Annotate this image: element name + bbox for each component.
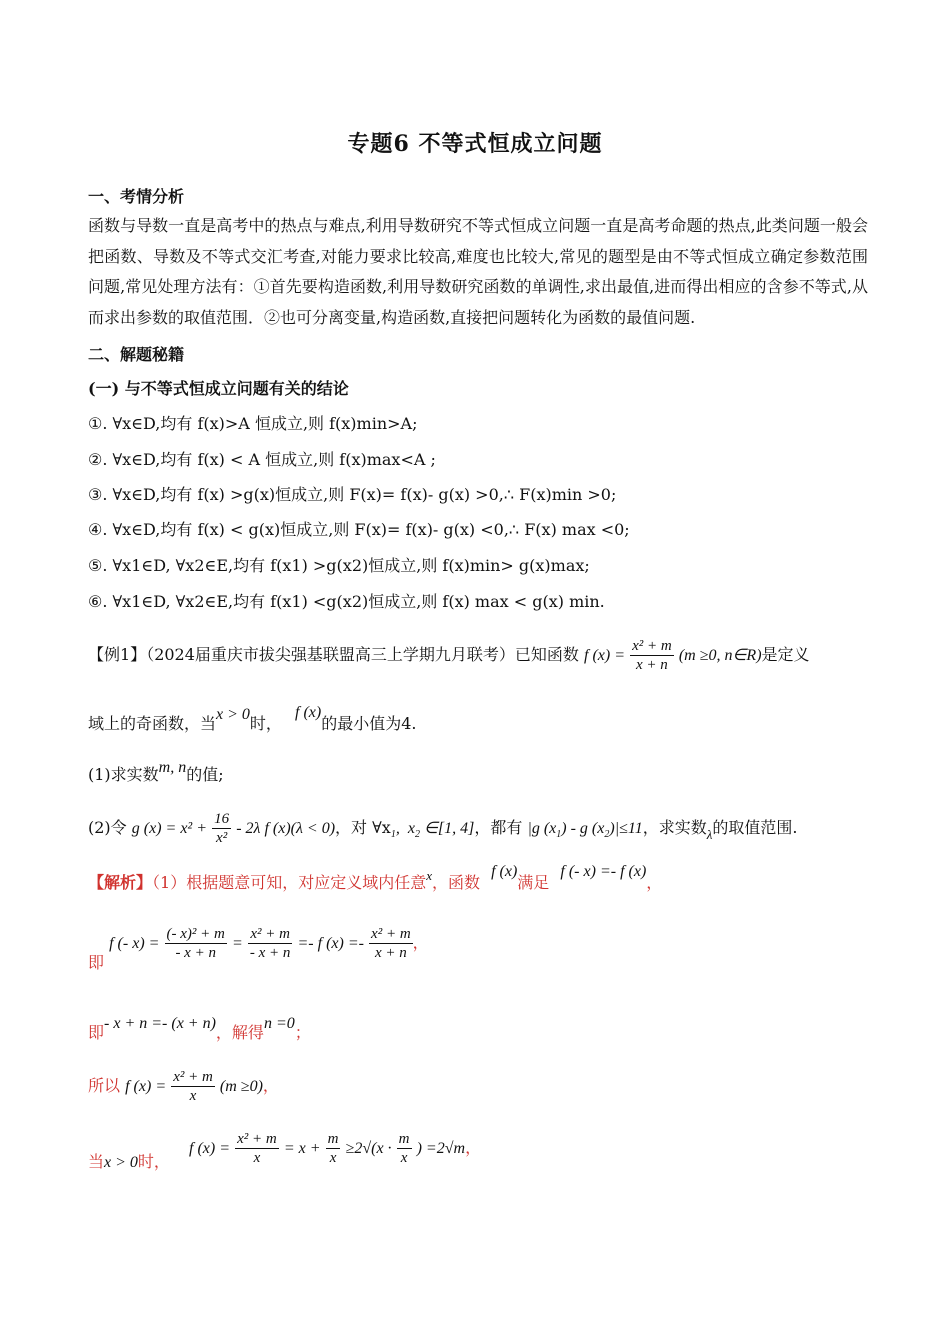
- math-fx-eq: f (x) =: [125, 1078, 167, 1095]
- math-n-zero: n =0: [263, 1015, 295, 1032]
- math-fx: f (x): [295, 704, 322, 721]
- math-fx-eq: f (x) =: [189, 1140, 231, 1157]
- solution-text: ；: [294, 1023, 311, 1042]
- conclusion-item-5: ⑤. ∀x1∈D, ∀x2∈E,均有 f(x1) >g(x2)恒成立,则 f(x)min> g(x)max;: [88, 556, 590, 575]
- example-source: （2024届重庆市拔尖强基联盟高三上学期九月联考）已知函数: [146, 645, 579, 664]
- example-condition: (m ≥0, n∈R): [678, 647, 762, 664]
- math-odd-function: f (- x) =- f (x): [560, 863, 647, 880]
- analysis-paragraph: 函数与导数一直是高考中的热点与难点,利用导数研究不等式恒成立问题一直是高考命题的热点,此类问题一般会把函数、导数及不等式交汇考查,对能力要求比较高,难度也比较大,常见的题型是由不等式恒成立确定参数范围问题,常见处理方法有：①首先要构造函数,利用导数研究函数的单调性,求出最值,进而得出相应的含参不等式,从而求出参数的取值范围．②也可分离变量,构造函数,直接把问题转化为函数的最值问题.: [88, 216, 868, 327]
- fraction-m-over-x: $\frac{m}{x}$: [327, 1131, 339, 1166]
- fraction-negx2m: $\frac{\text{(- x)² + m}}{- x + n}$: [166, 926, 225, 961]
- conclusion-item-6: ⑥. ∀x1∈D, ∀x2∈E,均有 f(x1) <g(x2)恒成立,则 f(x) max < g(x) min.: [88, 592, 605, 611]
- question-text: ，求实数: [642, 818, 707, 837]
- conclusion-item-3: ③. ∀x∈D,均有 f(x) >g(x)恒成立,则 F(x)= f(x)- g(x) >0,∴ F(x)min >0;: [88, 485, 617, 504]
- page-title: 专题6 不等式恒成立问题: [347, 131, 603, 157]
- function-g-tail: - 2λ f (x)(λ < 0): [236, 820, 336, 837]
- solution-text: ，: [646, 873, 663, 892]
- solution-text: 所以: [88, 1076, 121, 1095]
- solution-text: ，解得: [215, 1023, 264, 1042]
- math-x-positive: x > 0: [216, 706, 250, 723]
- section-heading-secrets: 二、解题秘籍: [88, 345, 185, 364]
- fraction-x2m-over-x-2: $\frac{\text{x² + m}}{x}$: [237, 1131, 277, 1166]
- conclusion-item-4: ④. ∀x∈D,均有 f(x) < g(x)恒成立,则 F(x)= f(x)- g(x) <0,∴ F(x) max <0;: [88, 520, 630, 539]
- solution-line-3: [88, 1010, 311, 1042]
- example-line-1: [88, 637, 810, 674]
- solution-text: 时，: [137, 1152, 170, 1171]
- math-f-minus-x: f (- x) =: [109, 935, 160, 952]
- math-x: x: [426, 868, 432, 883]
- math-m-n: m, n: [158, 759, 187, 776]
- conclusion-item-2: ②. ∀x∈D,均有 f(x) < A 恒成立,则 f(x)max<A ;: [88, 450, 436, 469]
- math-equation: - x + n =- (x + n): [104, 1015, 216, 1032]
- question-text: ，对 ∀x: [335, 818, 391, 837]
- example-label: 【例1】: [88, 645, 147, 664]
- fraction-x2m-over-xn-2: $\frac{\text{x² + m}}{x + n}$: [371, 926, 411, 961]
- math-lambda: λ: [706, 827, 713, 842]
- solution-text: ，函数: [431, 873, 480, 892]
- question-text: (1)求实数: [88, 765, 159, 784]
- fraction-m-over-x-2: $\frac{m}{x}$: [398, 1131, 410, 1166]
- fraction-x2m-over-xn: $\frac{\text{x² + m}}{x + n}$: [632, 638, 672, 673]
- question-text: ，都有: [474, 818, 523, 837]
- question-1: [88, 759, 224, 785]
- example-text: 的最小值为4.: [321, 714, 417, 733]
- conclusion-item-1: ①. ∀x∈D,均有 f(x)>A 恒成立,则 f(x)min>A;: [88, 414, 418, 433]
- example-tail: 是定义: [761, 645, 810, 664]
- solution-text: 当: [88, 1152, 105, 1171]
- section-heading-analysis: 一、考情分析: [88, 187, 185, 206]
- solution-text: （1）根据题意可知，对应定义域内任意: [152, 873, 427, 892]
- solution-line-5: 当x > 0时， f (x) = $\frac{\text{x² + m}}{x}$ = x + $\frac{m}{x}$ ≥2√(x · $\frac{m}{x}$ ) =2√m，: [88, 1131, 482, 1171]
- solution-text: 即: [88, 953, 105, 972]
- solution-line-1: [88, 863, 663, 893]
- solution-line-4: 所以 f (x) = $\frac{\text{x² + m}}{x}$ (m ≥0)，: [88, 1069, 279, 1104]
- question-text: 的值;: [186, 765, 224, 784]
- solution-line-2: 即 f (- x) = $\frac{\text{(- x)² + m}}{- x + n}$ = $\frac{\text{x² + m}}{- x + n}$ =- f (x) =- $\frac{\text{x² + m}}{x + n}$ ，: [88, 926, 429, 972]
- example-text: 时，: [249, 714, 282, 733]
- solution-text: 满足: [517, 873, 550, 892]
- question-2: (2)令 g (x) = x² + $\frac{16}{\text{x²}}$ - 2λ f (x)(λ < 0)，对 $\forall x_1$, $x_2$ ∈[1, 4]，都有 |g $(x_1)$ - g $(x_2)|\le 11$，求实数$_\lambda$的取值范围.: [88, 811, 798, 846]
- math-fx: f (x): [491, 863, 518, 880]
- math-le-11: ≤11: [619, 820, 643, 837]
- fraction-x2m-over-x: $\frac{\text{x² + m}}{x}$: [173, 1069, 213, 1104]
- function-f-formula: f (x) =: [584, 647, 626, 664]
- question-text: (2)令: [88, 818, 127, 837]
- solution-label: 【解析】: [88, 873, 153, 892]
- fraction-16-over-x2: $\frac{16}{\text{x²}}$: [214, 811, 230, 846]
- example-line-2: [88, 704, 417, 734]
- math-x-positive: x > 0: [104, 1154, 138, 1171]
- function-g-formula: g (x) = x² +: [131, 820, 208, 837]
- math-abs-diff: |g $(x_1)$ - g $(x_2)|$: [527, 820, 620, 841]
- question-text: 的取值范围.: [712, 818, 798, 837]
- example-text: 域上的奇函数，当: [88, 714, 217, 733]
- fraction-x2m-over-negxn: $\frac{\text{x² + m}}{- x + n}$: [249, 926, 291, 961]
- subsection-heading: (一) 与不等式恒成立问题有关的结论: [88, 379, 349, 398]
- solution-text: 即: [88, 1023, 105, 1042]
